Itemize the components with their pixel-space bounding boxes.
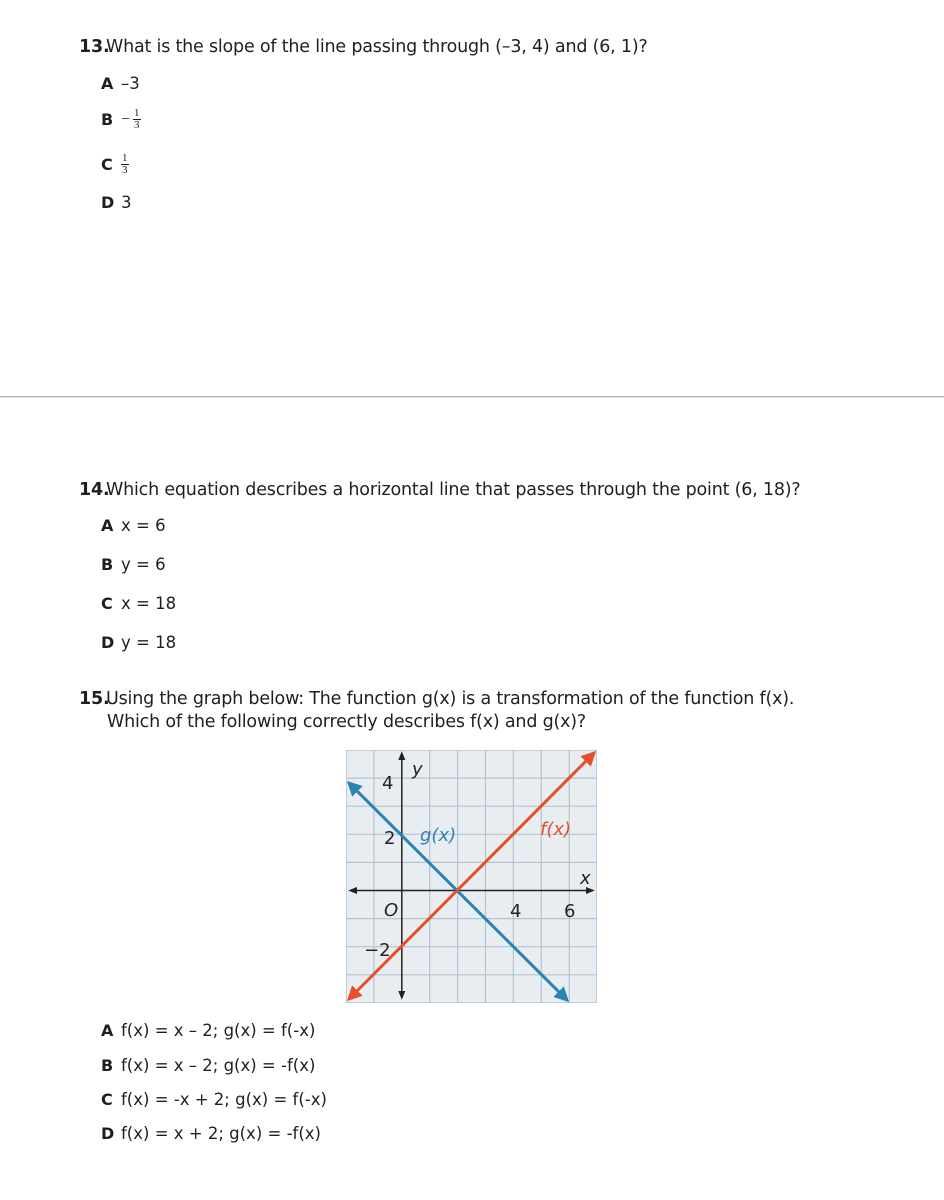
question-number: 15. bbox=[79, 689, 110, 709]
y-tick-neg2: −2 bbox=[364, 940, 391, 961]
graph-svg bbox=[346, 750, 597, 1003]
choice-value: f(x) = x – 2; g(x) = -f(x) bbox=[121, 1056, 316, 1075]
q15-choice-b[interactable] bbox=[101, 1056, 315, 1076]
q15-choice-a[interactable] bbox=[101, 1021, 315, 1041]
q13-choice-d[interactable] bbox=[101, 193, 132, 213]
choice-letter: D bbox=[101, 633, 115, 652]
choice-value: y = 6 bbox=[121, 555, 166, 574]
choice-value: f(x) = x – 2; g(x) = f(-x) bbox=[121, 1021, 316, 1040]
fraction-numerator: 1 bbox=[122, 152, 128, 164]
q13-choice-c[interactable] bbox=[101, 153, 129, 176]
q14-choice-c[interactable] bbox=[101, 594, 176, 614]
choice-letter: B bbox=[101, 555, 114, 574]
question-text-line1: Using the graph below: The function g(x) is a transformation of the function f(x). bbox=[106, 689, 795, 709]
choice-value: y = 18 bbox=[121, 633, 177, 652]
x-tick-4: 4 bbox=[510, 901, 522, 922]
question-number: 14. bbox=[79, 480, 110, 500]
fraction-denominator: 3 bbox=[122, 164, 128, 176]
choice-letter: D bbox=[101, 1124, 115, 1143]
q13-choice-a[interactable] bbox=[101, 74, 140, 94]
choice-value: 3 bbox=[121, 193, 132, 212]
choice-letter: C bbox=[101, 154, 113, 174]
choice-letter: A bbox=[101, 516, 114, 535]
q15-choice-c[interactable] bbox=[101, 1090, 327, 1110]
y-tick-2: 2 bbox=[384, 828, 396, 849]
fraction bbox=[133, 108, 141, 131]
choice-value: x = 18 bbox=[121, 594, 177, 613]
g-label: g(x) bbox=[420, 825, 457, 846]
choice-value: x = 6 bbox=[121, 516, 166, 535]
fraction-numerator: 1 bbox=[134, 107, 140, 119]
origin-label: O bbox=[384, 900, 399, 921]
q15-choice-d[interactable] bbox=[101, 1124, 321, 1144]
section-divider bbox=[0, 396, 944, 397]
question-text-line2: Which of the following correctly describes f(x) and g(x)? bbox=[107, 712, 586, 732]
coordinate-graph bbox=[346, 750, 597, 1003]
question-number: 13. bbox=[79, 37, 110, 57]
fraction bbox=[121, 153, 129, 176]
fraction-denominator: 3 bbox=[134, 119, 140, 131]
question-text: Which equation describes a horizontal line that passes through the point (6, 18)? bbox=[106, 480, 801, 500]
q14-choice-a[interactable] bbox=[101, 516, 166, 536]
choice-letter: A bbox=[101, 74, 114, 93]
question-13 bbox=[79, 36, 648, 59]
q14-choice-d[interactable] bbox=[101, 633, 176, 653]
choice-letter: C bbox=[101, 1090, 113, 1109]
q13-choice-b[interactable] bbox=[101, 108, 141, 131]
negative-sign: − bbox=[121, 110, 131, 128]
x-tick-6: 6 bbox=[564, 901, 576, 922]
choice-letter: B bbox=[101, 1056, 114, 1075]
choice-letter: C bbox=[101, 594, 113, 613]
choice-value: f(x) = -x + 2; g(x) = f(-x) bbox=[121, 1090, 327, 1109]
choice-value: –3 bbox=[121, 74, 140, 93]
choice-letter: A bbox=[101, 1021, 114, 1040]
choice-letter: D bbox=[101, 193, 115, 212]
y-axis-label: y bbox=[412, 759, 423, 780]
choice-value: f(x) = x + 2; g(x) = -f(x) bbox=[121, 1124, 321, 1143]
q14-choice-b[interactable] bbox=[101, 555, 166, 575]
choice-letter: B bbox=[101, 109, 114, 129]
x-axis-label: x bbox=[580, 868, 591, 889]
question-text: What is the slope of the line passing through (–3, 4) and (6, 1)? bbox=[106, 37, 648, 57]
y-tick-4: 4 bbox=[382, 773, 394, 794]
f-label: f(x) bbox=[540, 819, 572, 840]
question-15 bbox=[79, 688, 794, 734]
question-14 bbox=[79, 479, 801, 502]
